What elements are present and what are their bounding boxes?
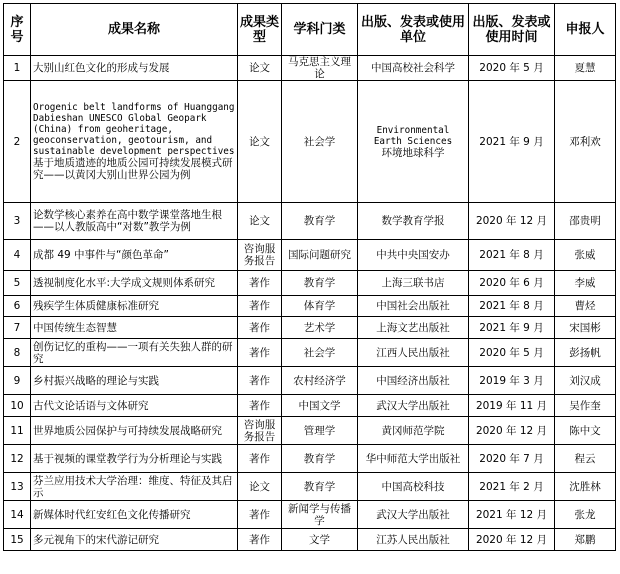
cell-date: 2019 年 11 月	[469, 395, 555, 417]
cell-applicant: 夏慧	[555, 56, 616, 81]
table-row	[4, 339, 616, 367]
cell-title: 多元视角下的宋代游记研究	[31, 529, 238, 551]
header-date: 出版、发表或使用时间	[469, 4, 555, 56]
cell-publisher: 江西人民出版社	[358, 339, 469, 367]
cell-discipline: 教育学	[282, 271, 358, 296]
table-row	[4, 445, 616, 473]
cell-publisher: 上海三联书店	[358, 271, 469, 296]
cell-publisher: 中共中央国安办	[358, 240, 469, 271]
cell-type: 论文	[238, 473, 282, 501]
cell-publisher: 上海文艺出版社	[358, 317, 469, 339]
cell-title: 古代文论话语与文体研究	[31, 395, 238, 417]
cell-type: 论文	[238, 203, 282, 240]
cell-applicant: 程云	[555, 445, 616, 473]
cell-discipline: 管理学	[282, 417, 358, 445]
cell-title: 世界地质公园保护与可持续发展战略研究	[31, 417, 238, 445]
cell-publisher: 武汉大学出版社	[358, 395, 469, 417]
cell-publisher-en: Environmental Earth Sciences	[373, 124, 453, 147]
cell-date: 2021 年 9 月	[469, 81, 555, 203]
cell-date: 2020 年 12 月	[469, 417, 555, 445]
table-row	[4, 81, 616, 203]
cell-title-cn: 基于地质遗迹的地质公园可持续发展模式研究——以黄冈大别山世界公园为例	[33, 157, 233, 181]
cell-applicant: 邵贵明	[555, 203, 616, 240]
cell-no: 9	[4, 367, 31, 395]
cell-date: 2020 年 5 月	[469, 339, 555, 367]
cell-discipline: 教育学	[282, 473, 358, 501]
cell-type: 咨询服务报告	[238, 240, 282, 271]
cell-discipline: 马克思主义理论	[282, 56, 358, 81]
cell-date: 2019 年 3 月	[469, 367, 555, 395]
table-row	[4, 56, 616, 81]
cell-type: 论文	[238, 81, 282, 203]
cell-no: 13	[4, 473, 31, 501]
header-row	[4, 4, 616, 56]
table-row	[4, 417, 616, 445]
cell-publisher: 数学教育学报	[358, 203, 469, 240]
cell-title: 残疾学生体质健康标准研究	[31, 296, 238, 317]
table-row	[4, 317, 616, 339]
cell-title: 成都 49 中事件与“颜色革命”	[31, 240, 238, 271]
cell-type: 著作	[238, 445, 282, 473]
cell-title: 基于视频的课堂教学行为分析理论与实践	[31, 445, 238, 473]
cell-title: 论数学核心素养在高中数学课堂落地生根——以人教版高中“对数”教学为例	[31, 203, 238, 240]
cell-title: 新媒体时代红安红色文化传播研究	[31, 501, 238, 529]
cell-publisher: 黄冈师范学院	[358, 417, 469, 445]
cell-type: 著作	[238, 501, 282, 529]
cell-type: 咨询服务报告	[238, 417, 282, 445]
cell-title: 乡村振兴战略的理论与实践	[31, 367, 238, 395]
achievements-table	[3, 3, 616, 551]
cell-no: 10	[4, 395, 31, 417]
table-row	[4, 395, 616, 417]
cell-title: 中国传统生态智慧	[31, 317, 238, 339]
cell-publisher: 中国社会出版社	[358, 296, 469, 317]
cell-title: 透视制度化水平:大学成文规则体系研究	[31, 271, 238, 296]
cell-no: 7	[4, 317, 31, 339]
cell-title	[31, 81, 238, 203]
table-row	[4, 203, 616, 240]
cell-title-en: Orogenic belt landforms of Huanggang Dabieshan UNESCO Global Geopark (China) from geoheritage, geoconservation, geotourism, and sustainable development perspectives	[33, 102, 235, 157]
cell-date: 2020 年 7 月	[469, 445, 555, 473]
cell-date: 2020 年 12 月	[469, 529, 555, 551]
cell-no: 6	[4, 296, 31, 317]
cell-discipline: 社会学	[282, 81, 358, 203]
cell-type: 著作	[238, 367, 282, 395]
cell-date: 2021 年 12 月	[469, 501, 555, 529]
cell-discipline: 教育学	[282, 203, 358, 240]
header-no: 序号	[4, 4, 31, 56]
cell-no: 12	[4, 445, 31, 473]
cell-applicant: 彭扬帆	[555, 339, 616, 367]
cell-discipline: 社会学	[282, 339, 358, 367]
cell-date: 2020 年 12 月	[469, 203, 555, 240]
cell-no: 1	[4, 56, 31, 81]
cell-publisher	[358, 81, 469, 203]
cell-discipline: 新闻学与传播学	[282, 501, 358, 529]
cell-applicant: 沈胜林	[555, 473, 616, 501]
table-row	[4, 501, 616, 529]
cell-title: 大别山红色文化的形成与发展	[31, 56, 238, 81]
cell-discipline: 农村经济学	[282, 367, 358, 395]
table-row	[4, 529, 616, 551]
cell-title: 芬兰应用技术大学治理：维度、特征及其启示	[31, 473, 238, 501]
cell-type: 著作	[238, 296, 282, 317]
cell-no: 15	[4, 529, 31, 551]
cell-type: 著作	[238, 317, 282, 339]
cell-discipline: 文学	[282, 529, 358, 551]
cell-applicant: 张龙	[555, 501, 616, 529]
cell-publisher-cn: 环境地球科学	[381, 146, 445, 159]
header-title: 成果名称	[31, 4, 238, 56]
cell-discipline: 体育学	[282, 296, 358, 317]
cell-date: 2020 年 6 月	[469, 271, 555, 296]
cell-no: 3	[4, 203, 31, 240]
cell-type: 著作	[238, 395, 282, 417]
cell-no: 2	[4, 81, 31, 203]
cell-type: 著作	[238, 529, 282, 551]
cell-date: 2020 年 5 月	[469, 56, 555, 81]
header-type: 成果类型	[238, 4, 282, 56]
cell-type: 著作	[238, 339, 282, 367]
cell-publisher: 江苏人民出版社	[358, 529, 469, 551]
cell-no: 5	[4, 271, 31, 296]
cell-discipline: 中国文学	[282, 395, 358, 417]
cell-no: 14	[4, 501, 31, 529]
cell-discipline: 国际问题研究	[282, 240, 358, 271]
cell-discipline: 教育学	[282, 445, 358, 473]
cell-applicant: 张威	[555, 240, 616, 271]
header-applicant: 申报人	[555, 4, 616, 56]
cell-applicant: 吴作奎	[555, 395, 616, 417]
cell-publisher: 中国高校科技	[358, 473, 469, 501]
cell-type: 著作	[238, 271, 282, 296]
cell-type: 论文	[238, 56, 282, 81]
cell-applicant: 曹烃	[555, 296, 616, 317]
cell-publisher: 华中师范大学出版社	[358, 445, 469, 473]
table-row	[4, 271, 616, 296]
cell-publisher: 中国高校社会科学	[358, 56, 469, 81]
header-publisher: 出版、发表或使用单位	[358, 4, 469, 56]
cell-applicant: 宋国彬	[555, 317, 616, 339]
cell-applicant: 郑鹏	[555, 529, 616, 551]
cell-applicant: 李威	[555, 271, 616, 296]
table-row	[4, 473, 616, 501]
cell-no: 8	[4, 339, 31, 367]
cell-applicant: 邓利欢	[555, 81, 616, 203]
cell-no: 4	[4, 240, 31, 271]
cell-date: 2021 年 8 月	[469, 296, 555, 317]
table-row	[4, 240, 616, 271]
header-discipline: 学科门类	[282, 4, 358, 56]
cell-date: 2021 年 2 月	[469, 473, 555, 501]
cell-date: 2021 年 8 月	[469, 240, 555, 271]
cell-title: 创伤记忆的重构——一项有关失独人群的研究	[31, 339, 238, 367]
cell-applicant: 刘汉成	[555, 367, 616, 395]
cell-no: 11	[4, 417, 31, 445]
table-row	[4, 296, 616, 317]
cell-applicant: 陈中文	[555, 417, 616, 445]
cell-discipline: 艺术学	[282, 317, 358, 339]
cell-date: 2021 年 9 月	[469, 317, 555, 339]
table-row	[4, 367, 616, 395]
cell-publisher: 中国经济出版社	[358, 367, 469, 395]
cell-publisher: 武汉大学出版社	[358, 501, 469, 529]
